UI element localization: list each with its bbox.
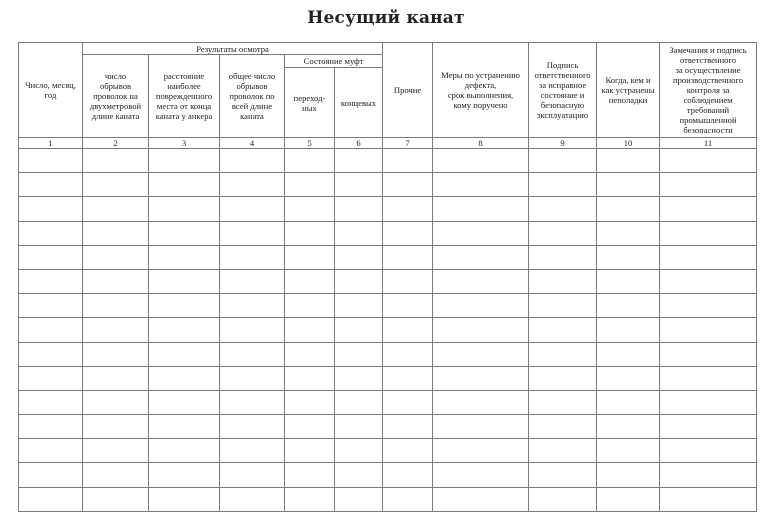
table-cell[interactable]: [149, 487, 220, 511]
table-cell[interactable]: [383, 197, 433, 221]
table-cell[interactable]: [19, 318, 83, 342]
table-cell[interactable]: [660, 463, 757, 487]
table-row: [19, 173, 757, 197]
table-cell[interactable]: [529, 390, 597, 414]
header-couplings-transition: переход- ных: [285, 68, 335, 138]
table-cell[interactable]: [285, 366, 335, 390]
table-cell[interactable]: [149, 439, 220, 463]
table-cell[interactable]: [597, 366, 660, 390]
table-cell[interactable]: [433, 463, 529, 487]
table-cell[interactable]: [660, 487, 757, 511]
table-cell[interactable]: [149, 149, 220, 173]
table-cell[interactable]: [433, 415, 529, 439]
table-cell[interactable]: [83, 390, 149, 414]
table-cell[interactable]: [335, 197, 383, 221]
column-number: 5: [285, 138, 335, 149]
column-number: 4: [220, 138, 285, 149]
table-cell[interactable]: [383, 342, 433, 366]
table-cell[interactable]: [383, 221, 433, 245]
table-cell[interactable]: [83, 245, 149, 269]
table-cell[interactable]: [433, 366, 529, 390]
column-number: 1: [19, 138, 83, 149]
table-cell[interactable]: [529, 318, 597, 342]
table-row: [19, 487, 757, 511]
table-cell[interactable]: [83, 269, 149, 293]
table-cell[interactable]: [433, 269, 529, 293]
table-cell[interactable]: [83, 366, 149, 390]
header-broken-wires-2m: число обрывов проволок на двухметровой длине каната: [83, 55, 149, 138]
table-cell[interactable]: [383, 173, 433, 197]
table-cell[interactable]: [660, 197, 757, 221]
table-row: [19, 294, 757, 318]
table-cell[interactable]: [19, 366, 83, 390]
header-signature-responsible: Подпись ответственного за исправное состояние и безопасную эксплуатацию: [529, 43, 597, 138]
header-total-broken: общее число обрывов проволок по всей длине каната: [220, 55, 285, 138]
table-cell[interactable]: [149, 269, 220, 293]
table-cell[interactable]: [383, 318, 433, 342]
table-cell[interactable]: [220, 269, 285, 293]
table-cell[interactable]: [597, 487, 660, 511]
table-cell[interactable]: [529, 149, 597, 173]
table-row: [19, 366, 757, 390]
table-cell[interactable]: [660, 221, 757, 245]
table-row: [19, 463, 757, 487]
table-cell[interactable]: [220, 197, 285, 221]
table-cell[interactable]: [383, 463, 433, 487]
table-cell[interactable]: [285, 463, 335, 487]
table-cell[interactable]: [285, 197, 335, 221]
table-cell[interactable]: [19, 269, 83, 293]
column-number: 2: [83, 138, 149, 149]
table-cell[interactable]: [220, 245, 285, 269]
table-cell[interactable]: [660, 366, 757, 390]
table-cell[interactable]: [83, 415, 149, 439]
table-cell[interactable]: [220, 318, 285, 342]
header-other: Прочие: [383, 43, 433, 138]
table-cell[interactable]: [433, 173, 529, 197]
table-cell[interactable]: [597, 245, 660, 269]
table-cell[interactable]: [19, 342, 83, 366]
table-cell[interactable]: [529, 173, 597, 197]
table-cell[interactable]: [597, 342, 660, 366]
table-cell[interactable]: [597, 439, 660, 463]
table-cell[interactable]: [220, 294, 285, 318]
column-number: 10: [597, 138, 660, 149]
table-cell[interactable]: [433, 390, 529, 414]
table-row: [19, 342, 757, 366]
table-cell[interactable]: [149, 197, 220, 221]
table-row: [19, 149, 757, 173]
table-cell[interactable]: [19, 463, 83, 487]
table-cell[interactable]: [433, 487, 529, 511]
table-cell[interactable]: [149, 390, 220, 414]
table-cell[interactable]: [433, 342, 529, 366]
table-cell[interactable]: [19, 294, 83, 318]
table-cell[interactable]: [433, 294, 529, 318]
table-row: [19, 415, 757, 439]
table-cell[interactable]: [383, 245, 433, 269]
table-cell[interactable]: [383, 390, 433, 414]
table-cell[interactable]: [220, 221, 285, 245]
table-cell[interactable]: [433, 221, 529, 245]
table-cell[interactable]: [383, 269, 433, 293]
table-cell[interactable]: [597, 390, 660, 414]
table-cell[interactable]: [285, 149, 335, 173]
table-cell[interactable]: [149, 294, 220, 318]
table-row: [19, 269, 757, 293]
table-cell[interactable]: [83, 439, 149, 463]
table-cell[interactable]: [660, 294, 757, 318]
table-cell[interactable]: [529, 197, 597, 221]
header-date: Число, месяц, год: [19, 43, 83, 138]
table-cell[interactable]: [285, 390, 335, 414]
table-cell[interactable]: [220, 487, 285, 511]
table-cell[interactable]: [335, 415, 383, 439]
table-cell[interactable]: [335, 318, 383, 342]
inspection-log-table: [18, 42, 757, 512]
table-cell[interactable]: [597, 149, 660, 173]
column-number-row: [19, 138, 757, 149]
table-cell[interactable]: [83, 342, 149, 366]
table-cell[interactable]: [149, 173, 220, 197]
table-cell[interactable]: [149, 221, 220, 245]
table-cell[interactable]: [529, 221, 597, 245]
table-cell[interactable]: [149, 366, 220, 390]
table-cell[interactable]: [660, 269, 757, 293]
table-row: [19, 439, 757, 463]
table-cell[interactable]: [597, 269, 660, 293]
table-cell[interactable]: [335, 149, 383, 173]
table-cell[interactable]: [285, 342, 335, 366]
table-cell[interactable]: [335, 366, 383, 390]
table-cell[interactable]: [335, 439, 383, 463]
column-number: 6: [335, 138, 383, 149]
table-cell[interactable]: [220, 342, 285, 366]
table-cell[interactable]: [19, 487, 83, 511]
table-cell[interactable]: [83, 173, 149, 197]
table-cell[interactable]: [285, 487, 335, 511]
table-cell[interactable]: [149, 415, 220, 439]
table-cell[interactable]: [660, 245, 757, 269]
header-when-who-fixed: Когда, кем и как устранены неполадки: [597, 43, 660, 138]
table-cell[interactable]: [220, 439, 285, 463]
table-cell[interactable]: [433, 149, 529, 173]
table-cell[interactable]: [335, 487, 383, 511]
table-row: [19, 318, 757, 342]
table-cell[interactable]: [383, 415, 433, 439]
column-number: 11: [660, 138, 757, 149]
table-cell[interactable]: [19, 390, 83, 414]
table-cell[interactable]: [83, 463, 149, 487]
table-cell[interactable]: [529, 245, 597, 269]
table-cell[interactable]: [335, 269, 383, 293]
table-cell[interactable]: [529, 269, 597, 293]
table-cell[interactable]: [285, 245, 335, 269]
table-cell[interactable]: [383, 149, 433, 173]
header-couplings-end: концевых: [335, 68, 383, 138]
table-cell[interactable]: [383, 487, 433, 511]
table-row: [19, 221, 757, 245]
column-number: 3: [149, 138, 220, 149]
table-cell[interactable]: [335, 342, 383, 366]
table-cell[interactable]: [383, 294, 433, 318]
table-cell[interactable]: [83, 197, 149, 221]
table-cell[interactable]: [149, 463, 220, 487]
table-cell[interactable]: [433, 318, 529, 342]
table-cell[interactable]: [285, 173, 335, 197]
table-cell[interactable]: [335, 294, 383, 318]
table-cell[interactable]: [285, 221, 335, 245]
table-cell[interactable]: [220, 415, 285, 439]
header-couplings-state: Состояние муфт: [285, 55, 383, 68]
table-cell[interactable]: [660, 149, 757, 173]
page-title: Несущий канат: [307, 8, 465, 28]
table-cell[interactable]: [83, 294, 149, 318]
table-cell[interactable]: [19, 439, 83, 463]
table-cell[interactable]: [597, 221, 660, 245]
table-cell[interactable]: [529, 439, 597, 463]
header-measures: Меры по устранению дефекта, срок выполнения, кому поручено: [433, 43, 529, 138]
table-cell[interactable]: [433, 439, 529, 463]
table-cell[interactable]: [660, 390, 757, 414]
header-distance-damaged: расстояние наиболее поврежденного места от конца каната у анкера: [149, 55, 220, 138]
header-inspection-results: Результаты осмотра: [83, 43, 383, 55]
table-cell[interactable]: [285, 294, 335, 318]
table-cell[interactable]: [19, 173, 83, 197]
table-cell[interactable]: [220, 390, 285, 414]
table-cell[interactable]: [383, 366, 433, 390]
table-cell[interactable]: [529, 342, 597, 366]
table-cell[interactable]: [19, 197, 83, 221]
table-cell[interactable]: [220, 149, 285, 173]
table-cell[interactable]: [285, 415, 335, 439]
table-cell[interactable]: [83, 149, 149, 173]
table-cell[interactable]: [285, 318, 335, 342]
table-row: [19, 245, 757, 269]
column-number: 8: [433, 138, 529, 149]
table-cell[interactable]: [597, 294, 660, 318]
table-cell[interactable]: [660, 173, 757, 197]
table-cell[interactable]: [149, 245, 220, 269]
table-cell[interactable]: [19, 245, 83, 269]
table-cell[interactable]: [529, 487, 597, 511]
table-cell[interactable]: [529, 463, 597, 487]
table-cell[interactable]: [220, 173, 285, 197]
table-cell[interactable]: [83, 221, 149, 245]
table-cell[interactable]: [335, 245, 383, 269]
table-cell[interactable]: [19, 221, 83, 245]
table-cell[interactable]: [383, 439, 433, 463]
table-cell[interactable]: [597, 415, 660, 439]
table-cell[interactable]: [660, 318, 757, 342]
table-cell[interactable]: [220, 366, 285, 390]
table-cell[interactable]: [597, 197, 660, 221]
table-row: [19, 390, 757, 414]
column-number: 9: [529, 138, 597, 149]
column-number: 7: [383, 138, 433, 149]
table-body: [19, 149, 757, 512]
table-cell[interactable]: [529, 415, 597, 439]
table-cell[interactable]: [335, 390, 383, 414]
table-cell[interactable]: [149, 318, 220, 342]
table-cell[interactable]: [597, 318, 660, 342]
table-cell[interactable]: [285, 269, 335, 293]
table-cell[interactable]: [335, 463, 383, 487]
table-cell[interactable]: [433, 245, 529, 269]
table-row: [19, 197, 757, 221]
table-cell[interactable]: [220, 463, 285, 487]
table-cell[interactable]: [335, 221, 383, 245]
table-cell[interactable]: [529, 294, 597, 318]
table-cell[interactable]: [83, 318, 149, 342]
table-cell[interactable]: [597, 173, 660, 197]
table-cell[interactable]: [529, 366, 597, 390]
table-cell[interactable]: [19, 149, 83, 173]
table-cell[interactable]: [660, 415, 757, 439]
table-cell[interactable]: [433, 197, 529, 221]
table-cell[interactable]: [335, 173, 383, 197]
table-cell[interactable]: [660, 439, 757, 463]
table-cell[interactable]: [660, 342, 757, 366]
table-cell[interactable]: [19, 415, 83, 439]
table-cell[interactable]: [285, 439, 335, 463]
table-cell[interactable]: [149, 342, 220, 366]
header-remarks-control: Замечания и подпись ответственного за осуществление производственного контроля за соблюдением требований промышленной безопасности: [660, 43, 757, 138]
table-cell[interactable]: [597, 463, 660, 487]
table-cell[interactable]: [83, 487, 149, 511]
